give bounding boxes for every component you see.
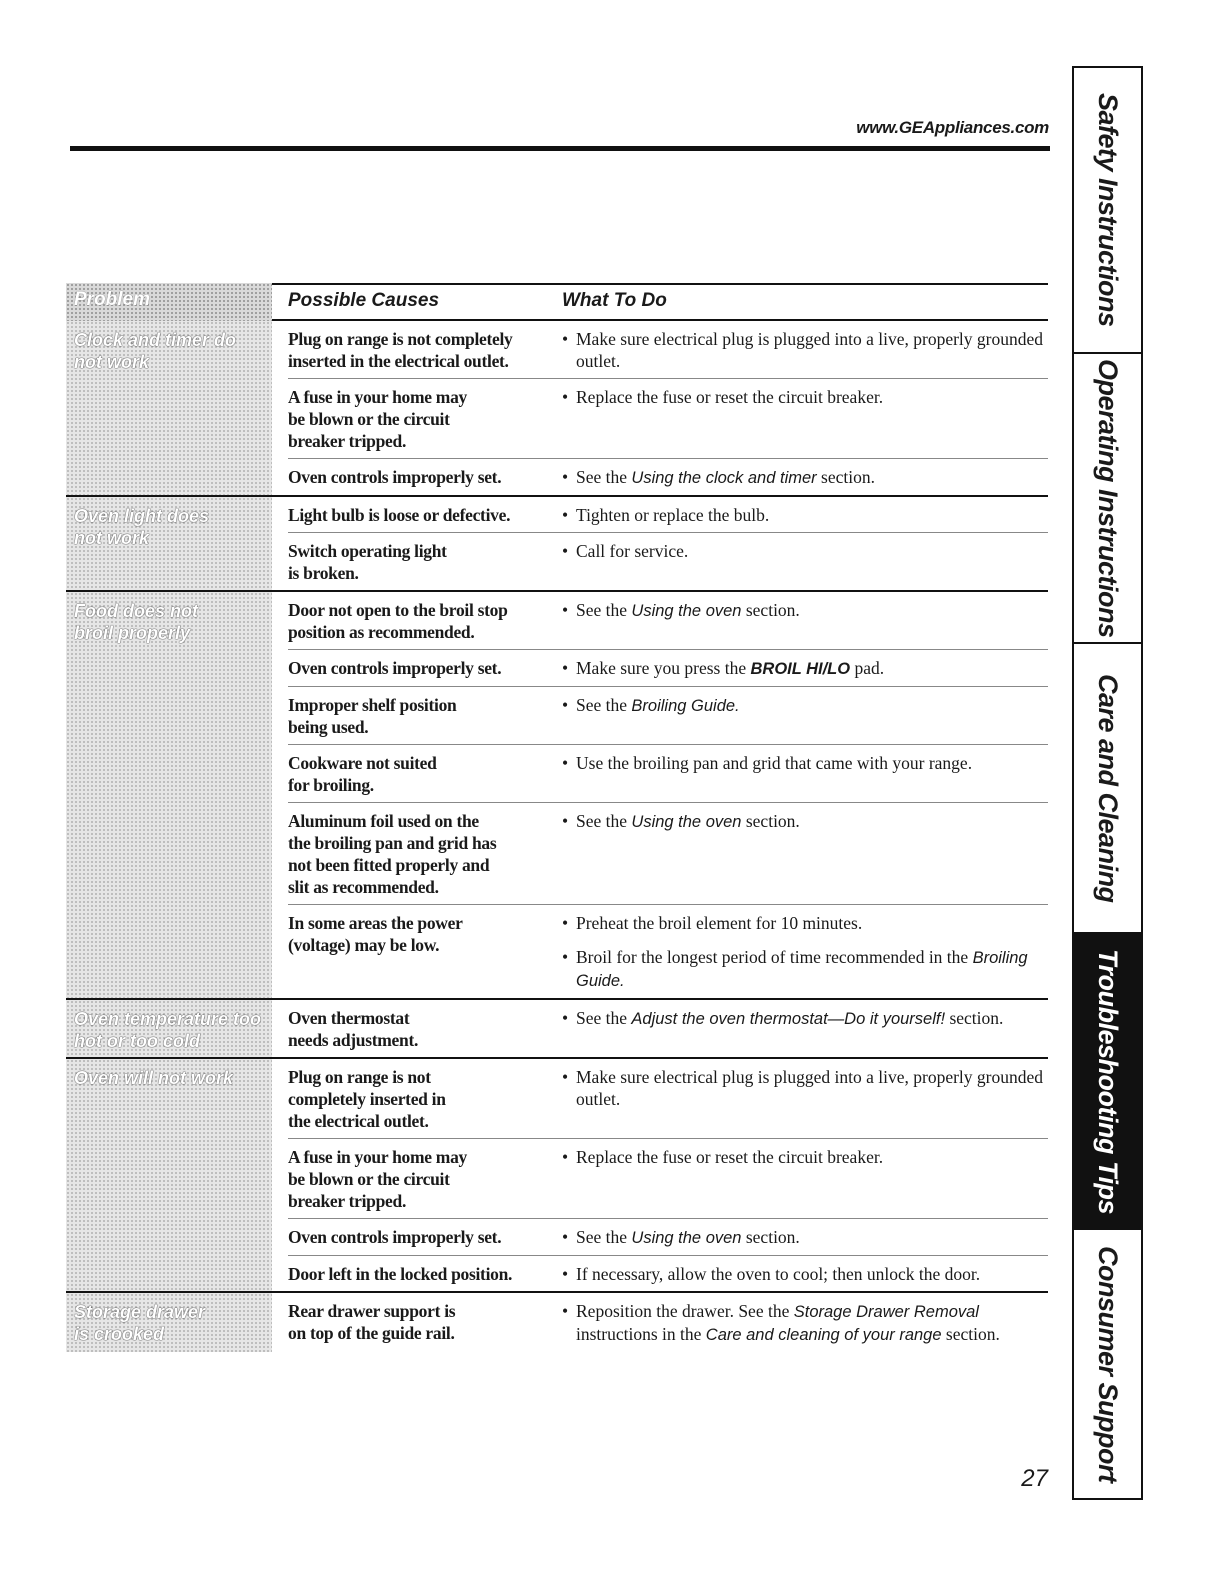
todo-text [576,912,1048,934]
problem-title: Oven will not work [74,1068,234,1088]
possible-cause: Aluminum foil used on the the broiling pan and grid has not been fitted properly and slit as recommended. [288,811,497,897]
todo-text-part: See the [576,1008,632,1028]
possible-cause: A fuse in your home may be blown or the circuit breaker tripped. [288,1147,467,1211]
bullet-icon: • [562,947,569,967]
todo-item [562,1146,1048,1168]
what-to-do [562,810,1048,898]
bullet-icon: • [562,1147,569,1167]
cause-rows [288,592,1048,998]
problem-group [66,497,1048,592]
cause-row [288,459,1048,495]
possible-cause: Rear drawer support is on top of the guide rail. [288,1301,456,1343]
todo-text-part: Replace the fuse or reset the circuit breaker. [576,1147,884,1167]
what-to-do [562,1066,1048,1132]
section-tab-label: Consumer Support [1093,1245,1123,1483]
todo-text-part: section. [741,600,800,620]
todo-item [562,912,1048,934]
section-reference: Using the clock and timer [631,469,817,487]
problem-cell [66,1059,272,1291]
todo-text [576,946,1048,992]
todo-text-part: See the [576,467,632,487]
bullet-icon: • [562,329,569,349]
problem-groups [66,321,1048,1352]
todo-text-part: See the [576,811,632,831]
todo-text-part: Preheat the broil element for 10 minutes. [576,913,863,933]
section-tab [1074,644,1141,934]
cause-row [288,905,1048,998]
todo-text-part: Replace the fuse or reset the circuit breaker. [576,387,884,407]
possible-cause: Cookware not suited for broiling. [288,753,437,795]
todo-item [562,657,1048,680]
todo-text-part: Reposition the drawer. See the [576,1301,794,1321]
todo-text-part: Tighten or replace the bulb. [576,505,770,525]
possible-cause: Door not open to the broil stop position as recommended. [288,600,508,642]
page-number: 27 [1021,1465,1048,1492]
section-reference: Using the oven [631,1229,742,1247]
troubleshooting-table [66,283,1048,1352]
cause-rows [288,1000,1048,1057]
problem-group [66,592,1048,1000]
problem-cell [66,321,272,495]
bullet-icon: • [562,541,569,561]
todo-item [562,599,1048,622]
todo-text-part: section. [816,467,875,487]
possible-cause: Door left in the locked position. [288,1264,513,1284]
possible-cause: A fuse in your home may be blown or the circuit breaker tripped. [288,387,467,451]
problem-title: Oven light does not work [74,506,210,548]
section-reference: Using the oven [631,602,742,620]
what-to-do [562,1007,1048,1051]
todo-text-part: See the [576,1227,632,1247]
section-tab [1074,354,1141,644]
bullet-icon: • [562,1301,569,1321]
todo-item [562,1007,1048,1030]
bullet-icon: • [562,913,569,933]
cause-row [288,1139,1048,1219]
cause-row [288,592,1048,650]
what-to-do [562,540,1048,584]
problem-group [66,1293,1048,1352]
cause-rows [288,321,1048,495]
todo-text [576,1007,1048,1030]
section-tab-label: Operating Instructions [1093,358,1123,638]
possible-cause: Oven controls improperly set. [288,467,502,487]
cause-row [288,1256,1048,1291]
section-tabs [1072,66,1143,1500]
header-rule [70,146,1050,151]
possible-causes-header: Possible Causes [288,290,440,311]
bullet-icon: • [562,600,569,620]
bullet-icon: • [562,753,569,773]
todo-text [576,504,1048,526]
cause-row [288,497,1048,533]
site-url: www.GEAppliances.com [856,118,1049,137]
todo-item [562,810,1048,833]
todo-text-part: Make sure electrical plug is plugged into a live, properly grounded outlet. [576,1067,1044,1109]
what-to-do [562,504,1048,526]
todo-text-part: section. [941,1324,1000,1344]
todo-text [576,540,1048,562]
possible-cause: Oven controls improperly set. [288,1227,502,1247]
what-to-do [562,599,1048,643]
todo-item [562,504,1048,526]
todo-text [576,466,1048,489]
bullet-icon: • [562,387,569,407]
cause-row [288,687,1048,745]
possible-cause: Oven controls improperly set. [288,658,502,678]
todo-item [562,946,1048,992]
what-to-do [562,328,1048,372]
todo-text [576,1263,1048,1285]
cause-rows [288,1293,1048,1352]
what-to-do [562,466,1048,489]
what-to-do [562,752,1048,796]
todo-text-part: pad. [850,658,885,678]
section-tab-label: Safety Instructions [1093,93,1123,327]
todo-text [576,1300,1048,1346]
todo-text-part: section. [741,811,800,831]
what-to-do [562,1300,1048,1346]
todo-text [576,599,1048,622]
cause-row [288,533,1048,590]
what-to-do [562,1263,1048,1285]
todo-text-part: See the [576,695,632,715]
problem-title: Storage drawer is crooked [74,1302,206,1344]
todo-text [576,328,1048,372]
problem-title: Food does not broil properly [74,601,198,643]
cause-row [288,650,1048,687]
possible-cause: In some areas the power (voltage) may be low. [288,913,463,955]
todo-item [562,1066,1048,1110]
section-tab [1074,934,1141,1230]
section-tab [1074,1230,1141,1498]
todo-text [576,1066,1048,1110]
section-reference: Using the oven [631,813,742,831]
todo-text [576,657,1048,680]
section-reference: Broiling Guide. [631,697,740,715]
problem-group [66,1000,1048,1059]
cause-row [288,1293,1048,1352]
what-to-do [562,1146,1048,1212]
cause-row [288,745,1048,803]
possible-cause: Improper shelf position being used. [288,695,457,737]
problem-title: Clock and timer do not work [74,330,237,372]
bullet-icon: • [562,811,569,831]
possible-cause: Plug on range is not completely inserted in the electrical outlet. [288,1067,446,1131]
table-header-row [66,283,1048,321]
possible-cause: Plug on range is not completely inserted in the electrical outlet. [288,329,513,371]
cause-row [288,803,1048,905]
cause-row [288,1219,1048,1256]
todo-text-part: See the [576,600,632,620]
cause-row [288,1059,1048,1139]
todo-item [562,540,1048,562]
todo-text-part: If necessary, allow the oven to cool; then unlock the door. [576,1264,981,1284]
possible-cause: Switch operating light is broken. [288,541,447,583]
todo-item [562,1226,1048,1249]
what-to-do [562,1226,1048,1249]
todo-item [562,1300,1048,1346]
problem-group [66,1059,1048,1293]
bullet-icon: • [562,695,569,715]
problem-cell [66,1000,272,1057]
problem-header-label: Problem [74,289,151,310]
what-to-do [562,694,1048,738]
todo-text [576,694,1048,717]
bullet-icon: • [562,658,569,678]
possible-cause: Oven thermostat needs adjustment. [288,1008,419,1050]
section-reference: Storage Drawer Removal [793,1303,979,1321]
section-reference: Broiling Guide. [576,949,1028,990]
todo-item [562,466,1048,489]
what-to-do [562,657,1048,680]
todo-item [562,752,1048,774]
bullet-icon: • [562,505,569,525]
todo-item [562,328,1048,372]
section-reference: BROIL HI/LO [750,660,851,678]
todo-text-part: Make sure you press the [576,658,751,678]
todo-text-part: instructions in the [576,1324,706,1344]
problem-cell [66,1293,272,1352]
todo-text-part: Call for service. [576,541,689,561]
section-reference: Adjust the oven thermostat—Do it yourself! [631,1010,946,1028]
cause-rows [288,497,1048,590]
section-tab-label: Troubleshooting Tips [1093,948,1123,1214]
todo-text [576,386,1048,408]
todo-text-part: section. [741,1227,800,1247]
problem-title: Oven temperature too hot or too cold [74,1009,262,1051]
todo-text-part: Use the broiling pan and grid that came with your range. [576,753,973,773]
section-tab-label: Care and Cleaning [1093,673,1123,903]
todo-text-part: section. [945,1008,1004,1028]
todo-item [562,1263,1048,1285]
what-to-do [562,912,1048,992]
problem-cell [66,497,272,590]
bullet-icon: • [562,467,569,487]
bullet-icon: • [562,1264,569,1284]
bullet-icon: • [562,1227,569,1247]
possible-cause: Light bulb is loose or defective. [288,505,511,525]
todo-text-part: Make sure electrical plug is plugged into a live, properly grounded outlet. [576,329,1044,371]
cause-rows [288,1059,1048,1291]
todo-text [576,810,1048,833]
todo-item [562,694,1048,717]
todo-text [576,1226,1048,1249]
problem-group [66,321,1048,497]
what-to-do [562,386,1048,452]
problem-cell [66,592,272,998]
todo-text [576,752,1048,774]
cause-row [288,1000,1048,1057]
bullet-icon: • [562,1008,569,1028]
problem-column-header [66,283,272,321]
todo-text-part: Broil for the longest period of time recommended in the [576,947,973,967]
todo-item [562,386,1048,408]
section-tab [1074,68,1141,354]
cause-row [288,321,1048,379]
bullet-icon: • [562,1067,569,1087]
what-to-do-header: What To Do [562,290,667,311]
todo-text [576,1146,1048,1168]
section-reference: Care and cleaning of your range [705,1326,942,1344]
cause-row [288,379,1048,459]
